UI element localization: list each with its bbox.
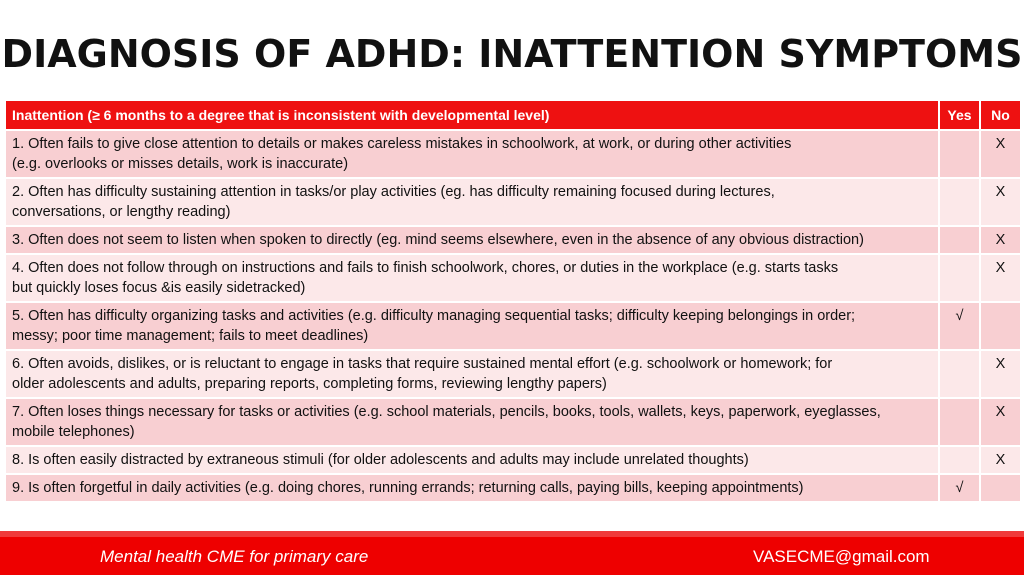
table-row — [5, 474, 1021, 502]
no-header: No — [980, 100, 1021, 130]
symptom-text — [5, 178, 939, 226]
symptom-line: 4. Often does not follow through on instructions and fails to finish schoolwork, chores, or duties in the workplace (e.g. starts tasks — [12, 260, 839, 276]
footer-email: VASECME@gmail.com — [753, 547, 930, 566]
yes-cell — [939, 398, 980, 446]
symptom-line: messy; poor time management; fails to meet deadlines) — [12, 328, 369, 344]
symptom-text — [5, 302, 939, 350]
table-row — [5, 446, 1021, 474]
table-row — [5, 302, 1021, 350]
symptom-text — [5, 398, 939, 446]
yes-cell — [939, 130, 980, 178]
table-row — [5, 226, 1021, 254]
no-cell: X — [980, 226, 1021, 254]
no-cell: X — [980, 446, 1021, 474]
no-cell: X — [980, 254, 1021, 302]
symptom-line: 9. Is often forgetful in daily activities (e.g. doing chores, running errands; returning calls, paying bills, keeping appointments) — [12, 480, 804, 496]
symptom-text — [5, 130, 939, 178]
slide-title: DIAGNOSIS OF ADHD: INATTENTION SYMPTOMS — [1, 32, 1023, 76]
symptom-line: 2. Often has difficulty sustaining attention in tasks/or play activities (eg. has difficulty remaining focused during lectures, — [12, 184, 775, 200]
symptom-line: 5. Often has difficulty organizing tasks and activities (e.g. difficulty managing sequential tasks; difficulty keeping belongings in order; — [12, 308, 856, 324]
table-row — [5, 398, 1021, 446]
symptom-line: older adolescents and adults, preparing reports, completing forms, reviewing lengthy papers) — [12, 376, 607, 392]
symptom-line: 3. Often does not seem to listen when spoken to directly (eg. mind seems elsewhere, even in the absence of any obvious distraction) — [12, 232, 864, 248]
no-cell — [980, 474, 1021, 502]
table-header-row — [5, 100, 1021, 130]
yes-cell — [939, 254, 980, 302]
symptom-text — [5, 226, 939, 254]
table-row — [5, 130, 1021, 178]
yes-cell — [939, 446, 980, 474]
symptom-line: 1. Often fails to give close attention to details or makes careless mistakes in schoolwork, at work, or during other activities — [12, 136, 792, 152]
symptom-line: mobile telephones) — [12, 424, 135, 440]
yes-cell — [939, 178, 980, 226]
table-row — [5, 254, 1021, 302]
symptom-line: (e.g. overlooks or misses details, work is inaccurate) — [12, 156, 349, 172]
no-cell — [980, 302, 1021, 350]
yes-cell: √ — [939, 474, 980, 502]
table-row — [5, 350, 1021, 398]
yes-cell: √ — [939, 302, 980, 350]
footer-tagline: Mental health CME for primary care — [100, 547, 369, 566]
footer-bar — [0, 537, 1024, 575]
table-row — [5, 178, 1021, 226]
symptom-line: 6. Often avoids, dislikes, or is reluctant to engage in tasks that require sustained mental effort (e.g. schoolwork or homework; for — [12, 356, 833, 372]
symptom-line: but quickly loses focus &is easily sidetracked) — [12, 280, 306, 296]
symptom-text — [5, 446, 939, 474]
symptom-line: 8. Is often easily distracted by extraneous stimuli (for older adolescents and adults may include unrelated thoughts) — [12, 452, 749, 468]
symptom-table — [4, 99, 1022, 503]
symptom-text — [5, 350, 939, 398]
yes-header: Yes — [939, 100, 980, 130]
yes-cell — [939, 226, 980, 254]
no-cell: X — [980, 350, 1021, 398]
no-cell: X — [980, 398, 1021, 446]
symptom-line: 7. Often loses things necessary for tasks or activities (e.g. school materials, pencils, books, tools, wallets, keys, paperwork, eyeglasses, — [12, 404, 881, 420]
no-cell: X — [980, 130, 1021, 178]
yes-cell — [939, 350, 980, 398]
symptom-line: conversations, or lengthy reading) — [12, 204, 231, 220]
no-cell: X — [980, 178, 1021, 226]
symptom-text — [5, 474, 939, 502]
symptom-text — [5, 254, 939, 302]
criterion-header: Inattention (≥ 6 months to a degree that is inconsistent with developmental level) — [5, 100, 939, 130]
